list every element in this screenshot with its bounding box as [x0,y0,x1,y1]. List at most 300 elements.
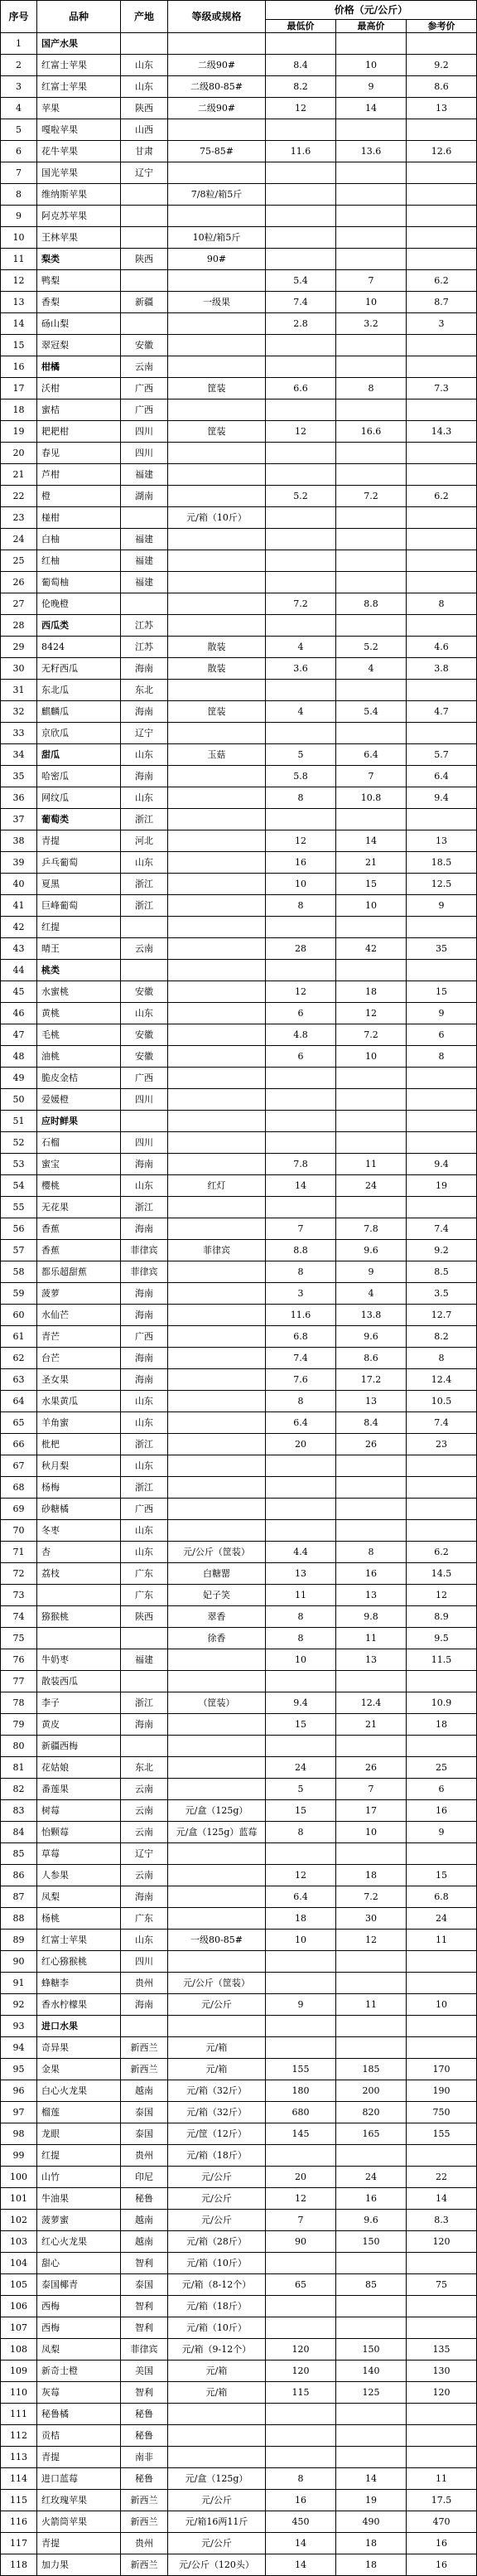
cell-grade: 元/箱（10斤） [168,2317,266,2339]
cell-high [336,1951,407,1973]
table-row [1,1477,477,1499]
header-high: 最高价 [336,20,407,33]
cell-name: 毛桃 [37,1024,121,1046]
cell-origin: 山东 [121,787,168,809]
table-row [1,2533,477,2554]
cell-name: 山竹 [37,2167,121,2188]
cell-grade [168,1218,266,1240]
cell-grade [168,119,266,141]
cell-high: 9 [336,76,407,98]
cell-grade: 元/箱16两11斤 [168,2511,266,2533]
cell-low: 8 [266,895,336,917]
table-row [1,1542,477,1563]
cell-name: 番莲果 [37,1779,121,1800]
table-row [1,2210,477,2231]
cell-no: 22 [1,486,37,507]
cell-no: 85 [1,1843,37,1865]
cell-no: 69 [1,1499,37,1520]
cell-low: 12 [266,1865,336,1886]
table-row [1,1261,477,1283]
cell-name: 无花果 [37,1197,121,1218]
cell-high: 185 [336,2059,407,2080]
cell-name: 京欣瓜 [37,723,121,744]
table-row [1,1886,477,1908]
cell-name: 新疆西梅 [37,1736,121,1757]
cell-no: 114 [1,2468,37,2490]
cell-ref: 6.8 [407,1886,477,1908]
cell-grade: 元/公斤 [168,2210,266,2231]
cell-name: 灰莓 [37,2382,121,2404]
cell-grade [168,2447,266,2468]
table-row [1,1348,477,1369]
table-row [1,141,477,162]
cell-ref: 7.4 [407,1412,477,1434]
cell-origin [121,184,168,206]
cell-name: 红心猕猴桃 [37,1951,121,1973]
cell-low [266,2016,336,2037]
cell-no: 41 [1,895,37,917]
table-row [1,335,477,356]
cell-high: 24 [336,2167,407,2188]
cell-name: 猕猴桃 [37,1606,121,1628]
cell-grade [168,2016,266,2037]
cell-name: 黄桃 [37,1003,121,1024]
cell-origin: 安徽 [121,1046,168,1068]
cell-no: 108 [1,2339,37,2361]
cell-name: 圣女果 [37,1369,121,1391]
cell-no: 70 [1,1520,37,1542]
table-row [1,2382,477,2404]
cell-ref: 7.4 [407,1218,477,1240]
cell-high: 18 [336,2533,407,2554]
cell-no: 91 [1,1973,37,1994]
cell-low [266,2037,336,2059]
cell-no: 47 [1,1024,37,1046]
cell-name: 红心火龙果 [37,2231,121,2253]
cell-grade: 一级80-85# [168,1930,266,1951]
cell-no: 5 [1,119,37,141]
cell-grade [168,1908,266,1930]
cell-ref [407,162,477,184]
table-row [1,1714,477,1736]
cell-high: 8.6 [336,1348,407,1369]
cell-name: 国产水果 [37,33,121,55]
cell-grade [168,572,266,593]
cell-ref: 6.2 [407,486,477,507]
cell-no: 73 [1,1585,37,1606]
cell-low: 3.6 [266,658,336,680]
cell-no: 62 [1,1348,37,1369]
cell-high: 18 [336,981,407,1003]
cell-origin [121,206,168,227]
cell-grade: 元/箱（10斤） [168,507,266,529]
cell-name: 枇杷 [37,1434,121,1455]
cell-ref: 135 [407,2339,477,2361]
cell-grade [168,1779,266,1800]
cell-high [336,1499,407,1520]
cell-name [37,1628,121,1649]
cell-origin: 湖南 [121,486,168,507]
cell-high [336,1736,407,1757]
cell-high: 12 [336,1003,407,1024]
cell-name: 青芒 [37,1326,121,1348]
table-row [1,723,477,744]
cell-high: 26 [336,1757,407,1779]
cell-ref: 12 [407,1585,477,1606]
cell-low: 180 [266,2080,336,2102]
cell-no: 30 [1,658,37,680]
cell-low: 16 [266,852,336,874]
cell-name: 草莓 [37,1843,121,1865]
table-row [1,1606,477,1628]
cell-high: 10 [336,292,407,313]
cell-grade: 元/盒（125g）蓝莓 [168,1822,266,1843]
cell-low: 5.8 [266,766,336,787]
cell-high: 10 [336,55,407,76]
cell-low: 12 [266,981,336,1003]
cell-name: 榴莲 [37,2102,121,2123]
cell-grade [168,1305,266,1326]
cell-origin: 菲律宾 [121,1261,168,1283]
cell-ref [407,1111,477,1132]
table-row [1,1779,477,1800]
cell-grade [168,874,266,895]
table-row [1,1089,477,1111]
cell-grade [168,593,266,615]
cell-no: 74 [1,1606,37,1628]
cell-grade [168,1068,266,1089]
table-row [1,1930,477,1951]
cell-no: 52 [1,1132,37,1154]
cell-low [266,2447,336,2468]
cell-no: 78 [1,1692,37,1714]
cell-origin: 福建 [121,529,168,550]
cell-no: 116 [1,2511,37,2533]
cell-ref: 6 [407,1024,477,1046]
cell-grade: 筐装 [168,421,266,443]
cell-no: 98 [1,2123,37,2145]
cell-ref [407,464,477,486]
cell-name: 红提 [37,2145,121,2167]
cell-ref [407,356,477,378]
cell-origin: 海南 [121,1994,168,2016]
cell-low: 24 [266,1757,336,1779]
cell-no: 55 [1,1197,37,1218]
cell-ref: 8 [407,1348,477,1369]
cell-no: 51 [1,1111,37,1132]
cell-grade [168,1003,266,1024]
cell-high: 140 [336,2361,407,2382]
cell-ref [407,2296,477,2317]
cell-grade [168,486,266,507]
cell-grade [168,529,266,550]
cell-ref [407,1520,477,1542]
cell-low: 8.2 [266,76,336,98]
cell-grade: 筐装 [168,701,266,723]
cell-origin: 菲律宾 [121,1240,168,1261]
cell-name: 香蕉 [37,1218,121,1240]
cell-grade: 玉菇 [168,744,266,766]
table-row [1,1822,477,1843]
cell-no: 80 [1,1736,37,1757]
cell-ref: 9.5 [407,1628,477,1649]
cell-name: 沃柑 [37,378,121,399]
cell-grade [168,787,266,809]
cell-low [266,1736,336,1757]
cell-no: 117 [1,2533,37,2554]
table-row [1,744,477,766]
cell-grade [168,2425,266,2447]
cell-origin: 贵州 [121,1973,168,1994]
cell-high [336,33,407,55]
table-row [1,1951,477,1973]
cell-name: 新奇士橙 [37,2361,121,2382]
cell-no: 50 [1,1089,37,1111]
cell-high [336,1132,407,1154]
cell-origin: 广西 [121,1499,168,1520]
cell-name: 苹果 [37,98,121,119]
cell-name: 鸭梨 [37,270,121,292]
table-row [1,1154,477,1175]
table-row [1,1434,477,1455]
table-row [1,1111,477,1132]
cell-no: 72 [1,1563,37,1585]
cell-origin: 浙江 [121,809,168,830]
cell-ref: 9 [407,1822,477,1843]
cell-high [336,550,407,572]
cell-low: 90 [266,2231,336,2253]
table-row [1,292,477,313]
cell-ref [407,2447,477,2468]
cell-ref: 8.9 [407,1606,477,1628]
cell-name: 树莓 [37,1800,121,1822]
cell-ref: 16 [407,1800,477,1822]
cell-high: 21 [336,852,407,874]
cell-ref [407,2016,477,2037]
cell-origin: 安徽 [121,1024,168,1046]
cell-high: 21 [336,1714,407,1736]
cell-high: 42 [336,938,407,960]
cell-no: 10 [1,227,37,249]
cell-grade [168,1369,266,1391]
cell-no: 53 [1,1154,37,1175]
cell-name: 都乐超甜蕉 [37,1261,121,1283]
cell-origin: 新西兰 [121,2554,168,2576]
cell-name: 8424 [37,637,121,658]
cell-ref: 6.4 [407,766,477,787]
cell-low: 4.8 [266,1024,336,1046]
cell-high: 24 [336,1175,407,1197]
cell-origin: 四川 [121,1089,168,1111]
cell-origin: 秘鲁 [121,2404,168,2425]
cell-grade: 元/公斤 [168,2167,266,2188]
cell-ref: 9 [407,1003,477,1024]
cell-ref [407,2145,477,2167]
cell-name: 红富士苹果 [37,55,121,76]
cell-origin: 智利 [121,2296,168,2317]
cell-ref: 24 [407,1908,477,1930]
table-row [1,766,477,787]
table-row [1,2404,477,2425]
cell-ref [407,206,477,227]
cell-name: 阿克苏苹果 [37,206,121,227]
cell-no: 13 [1,292,37,313]
table-row [1,637,477,658]
cell-origin: 山东 [121,1003,168,1024]
cell-no: 77 [1,1671,37,1692]
cell-origin: 辽宁 [121,162,168,184]
cell-ref: 155 [407,2123,477,2145]
cell-low [266,227,336,249]
cell-no: 6 [1,141,37,162]
cell-origin [121,270,168,292]
cell-ref: 35 [407,938,477,960]
table-row [1,2490,477,2511]
cell-name: 无籽西瓜 [37,658,121,680]
cell-grade: 90# [168,249,266,270]
cell-name: 网纹瓜 [37,787,121,809]
cell-origin: 新西兰 [121,2511,168,2533]
cell-grade: 元/箱（9-12个） [168,2339,266,2361]
cell-name: 乒乓葡萄 [37,852,121,874]
cell-grade: 散装 [168,658,266,680]
cell-origin: 山东 [121,1542,168,1563]
cell-low: 8 [266,2468,336,2490]
cell-high [336,2404,407,2425]
cell-high [336,723,407,744]
cell-origin: 浙江 [121,874,168,895]
cell-grade [168,1434,266,1455]
table-row [1,2361,477,2382]
cell-name: 怡颗莓 [37,1822,121,1843]
cell-low: 14 [266,2533,336,2554]
table-row [1,550,477,572]
cell-origin: 陕西 [121,249,168,270]
cell-high [336,680,407,701]
table-row [1,1585,477,1606]
cell-ref: 10.9 [407,1692,477,1714]
table-row [1,658,477,680]
cell-no: 95 [1,2059,37,2080]
cell-grade: 元/箱（8-12个） [168,2274,266,2296]
cell-name: 进口蓝莓 [37,2468,121,2490]
cell-name: 夏黑 [37,874,121,895]
table-row [1,1843,477,1865]
cell-name: 牛油果 [37,2188,121,2210]
cell-high [336,917,407,938]
table-row [1,2425,477,2447]
cell-no: 65 [1,1412,37,1434]
cell-ref: 4.6 [407,637,477,658]
cell-grade: 10粒/箱5斤 [168,227,266,249]
cell-name: 杨桃 [37,1908,121,1930]
cell-origin: 海南 [121,658,168,680]
cell-ref [407,2037,477,2059]
cell-ref: 3 [407,313,477,335]
cell-grade: 元/筐（12斤） [168,2123,266,2145]
cell-ref: 19 [407,1175,477,1197]
cell-grade [168,1671,266,1692]
cell-ref [407,227,477,249]
cell-ref [407,1132,477,1154]
cell-high [336,507,407,529]
cell-high: 16.6 [336,421,407,443]
cell-origin: 新西兰 [121,2059,168,2080]
cell-high: 4 [336,1283,407,1305]
cell-high: 7.8 [336,1218,407,1240]
cell-ref [407,2425,477,2447]
cell-high: 30 [336,1908,407,1930]
cell-grade [168,1089,266,1111]
cell-origin: 南非 [121,2447,168,2468]
cell-ref: 8.7 [407,292,477,313]
cell-no: 35 [1,766,37,787]
cell-low [266,1499,336,1520]
cell-low [266,356,336,378]
table-row [1,2037,477,2059]
cell-origin [121,33,168,55]
cell-name: 水果黄瓜 [37,1391,121,1412]
cell-low: 14 [266,1175,336,1197]
cell-grade: 元/公斤 [168,2533,266,2554]
table-row [1,1003,477,1024]
cell-name: 巨峰葡萄 [37,895,121,917]
cell-no: 71 [1,1542,37,1563]
cell-high [336,119,407,141]
cell-high: 11 [336,1154,407,1175]
cell-origin: 贵州 [121,2145,168,2167]
cell-no: 3 [1,76,37,98]
cell-low [266,550,336,572]
cell-origin: 福建 [121,1649,168,1671]
table-row [1,1628,477,1649]
cell-origin: 贵州 [121,2533,168,2554]
cell-grade: 7/8粒/箱5斤 [168,184,266,206]
cell-origin [121,1628,168,1649]
table-row [1,1283,477,1305]
cell-name: 蜜宝 [37,1154,121,1175]
cell-ref [407,33,477,55]
cell-ref [407,1843,477,1865]
cell-origin: 海南 [121,1218,168,1240]
cell-no: 42 [1,917,37,938]
cell-name: 砀山梨 [37,313,121,335]
cell-origin: 山东 [121,1391,168,1412]
cell-ref: 17.5 [407,2490,477,2511]
cell-name: 芦柑 [37,464,121,486]
cell-low: 8.8 [266,1240,336,1261]
cell-high: 19 [336,2490,407,2511]
cell-no: 23 [1,507,37,529]
cell-name: 凤梨 [37,1886,121,1908]
cell-high [336,443,407,464]
cell-no: 112 [1,2425,37,2447]
cell-name: 西瓜类 [37,615,121,637]
cell-grade [168,1499,266,1520]
cell-origin [121,960,168,981]
cell-no: 8 [1,184,37,206]
cell-ref: 16 [407,2554,477,2576]
cell-low: 8 [266,1391,336,1412]
cell-no: 89 [1,1930,37,1951]
cell-name: 香梨 [37,292,121,313]
table-row [1,2296,477,2317]
cell-high [336,206,407,227]
cell-ref: 120 [407,2231,477,2253]
cell-name: 菠萝 [37,1283,121,1305]
table-row [1,1908,477,1930]
cell-no: 61 [1,1326,37,1348]
